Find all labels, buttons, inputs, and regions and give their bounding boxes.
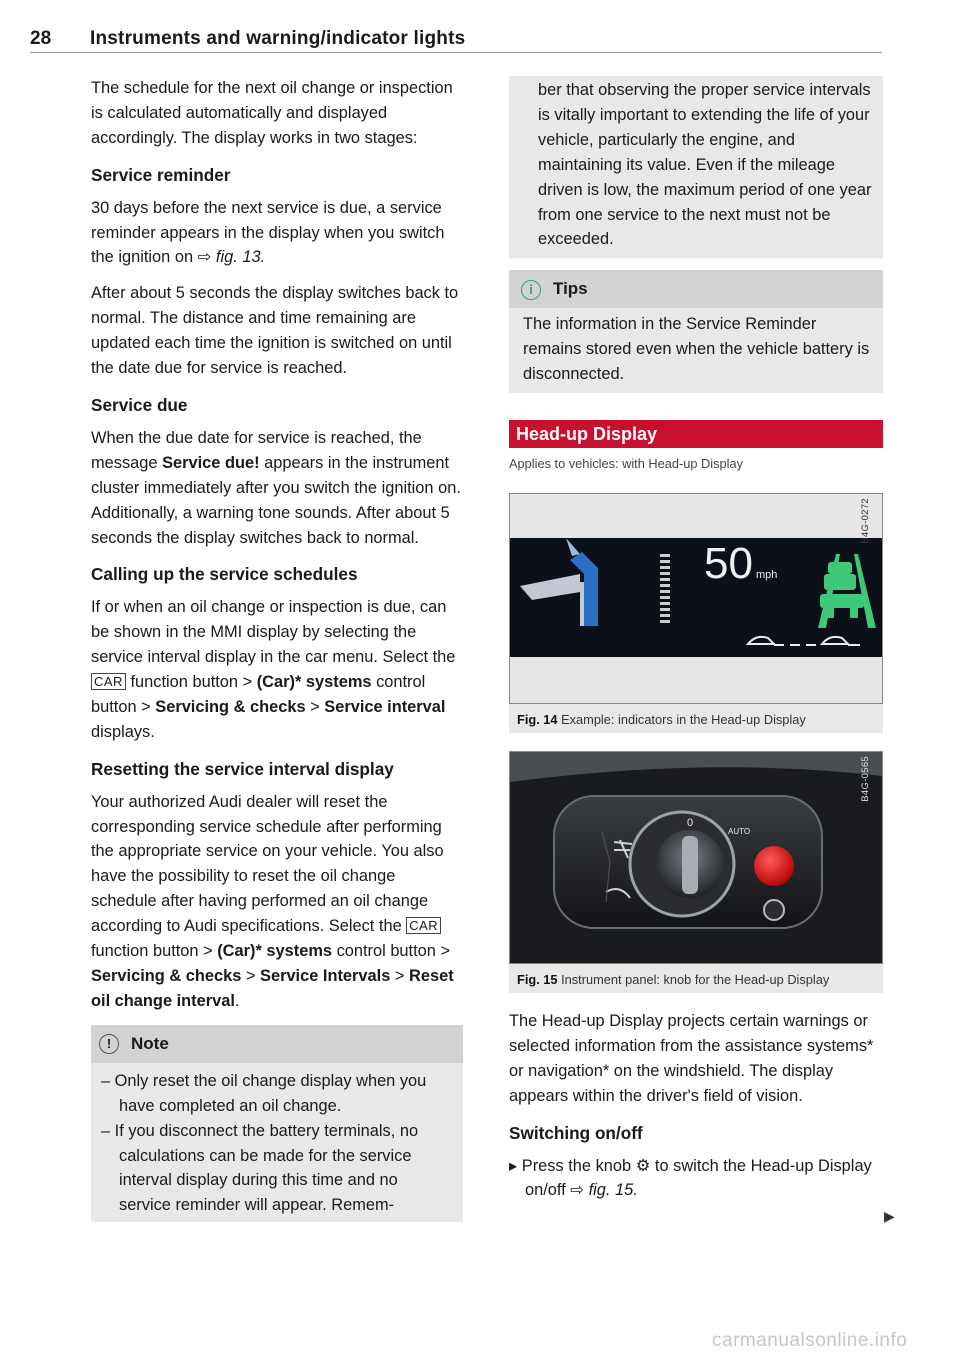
note-item: – If you disconnect the battery terminals, no calculations can be made for the service interval display during this time and no service reminder will appear. Remem-	[101, 1121, 419, 1215]
fig-13-link[interactable]: ⇨ fig. 13.	[197, 248, 266, 267]
hud-knob-icon	[754, 846, 794, 886]
hud-display-graphic	[510, 494, 882, 703]
left-column	[91, 76, 463, 1222]
speed-value: 50	[704, 538, 753, 588]
figure-14	[509, 493, 883, 733]
info-icon: i	[521, 280, 541, 300]
knob-label-zero: 0	[686, 816, 694, 829]
tips-title: Tips	[553, 279, 588, 299]
note-list	[91, 1069, 463, 1218]
tips-header	[509, 270, 883, 308]
exclamation-icon: !	[99, 1034, 119, 1054]
page-header	[30, 26, 882, 53]
heading-service-reminder: Service reminder	[91, 164, 231, 185]
figure-code: B4G-0272	[860, 497, 872, 544]
section-title: Head-up Display	[509, 420, 883, 448]
hud-description: The Head-up Display projects certain warnings or selected information from the assistance systems* or navigation* on the windshield. The display appears within the driver's field of vision.	[509, 1011, 874, 1105]
hud-knob-symbol-icon: ⚙	[635, 1156, 651, 1175]
speed-unit: mph	[756, 568, 778, 581]
heading-resetting: Resetting the service interval display	[91, 758, 394, 779]
tips-box	[509, 270, 883, 393]
fig-15-link[interactable]: ⇨ fig. 15.	[570, 1181, 638, 1200]
tips-text: The information in the Service Reminder remains stored even when the vehicle battery is disconnected.	[523, 315, 870, 384]
heading-calling-up: Calling up the service schedules	[91, 564, 358, 585]
note-header	[91, 1025, 463, 1063]
note-item: – Only reset the oil change display when you have completed an oil change.	[101, 1071, 427, 1115]
resetting-paragraph: Your authorized Audi dealer will reset the corresponding service schedule after performing the appropriate service on your vehicle. You also have the possibility to reset the oil change schedule after having performed an oil change according to Audi specifications. Select the CAR function button > (Car)* systems control button > Servicing & checks > Service Intervals > Reset oil change interval.	[91, 792, 454, 1010]
service-reminder-paragraph: 30 days before the next service is due, a service reminder appears in the display when you switch the ignition on ⇨ fig. 13.	[91, 198, 445, 267]
figure-code-2: B4G-0565	[860, 755, 872, 802]
right-column	[509, 76, 883, 1203]
watermark: carmanualsonline.info	[712, 1330, 908, 1351]
switching-step: ▸ Press the knob ⚙ to switch the Head-up Display on/off ⇨ fig. 15.	[509, 1156, 872, 1200]
note-continuation-text: ber that observing the proper service intervals is vitally important to extending the life of your vehicle, particularly the engine, and maintaining its value. Even if the mileage driven is low, the maximum period of one year from one service to the next must not be exceeded.	[538, 81, 872, 249]
page-number: 28	[30, 28, 52, 49]
car-key-label: CAR	[91, 673, 126, 690]
heading-service-due: Service due	[91, 394, 188, 415]
figure-14-caption: Fig. 14 Example: indicators in the Head-up Display	[517, 711, 806, 727]
service-reminder-paragraph-2: After about 5 seconds the display switches back to normal. The distance and time remaining are updated each time the ignition is switched on until the date due for service is reached.	[91, 284, 459, 378]
instrument-panel-graphic	[510, 752, 882, 963]
knob-illustration	[509, 751, 883, 964]
knob-label-auto: AUTO	[728, 826, 751, 836]
intro-paragraph: The schedule for the next oil change or inspection is calculated automatically and displayed accordingly. The display works in two stages:	[91, 79, 453, 147]
calling-up-paragraph: If or when an oil change or inspection is due, can be shown in the MMI display by selecting the service interval display in the car menu. Select the CAR function button > (Car)* systems control button > Servicing & checks > Service interval displays.	[91, 598, 456, 741]
hud-illustration	[509, 493, 883, 704]
applies-to: Applies to vehicles: with Head-up Display	[509, 456, 744, 472]
small-button-icon	[764, 900, 784, 920]
note-continuation	[509, 76, 883, 258]
figure-15	[509, 751, 883, 993]
car-key-label-2: CAR	[406, 917, 441, 934]
chapter-title: Instruments and warning/indicator lights	[90, 28, 466, 49]
heading-switching: Switching on/off	[509, 1122, 643, 1143]
note-box	[91, 1025, 463, 1222]
service-due-paragraph: When the due date for service is reached, the message Service due! appears in the instrument cluster immediately after you switch the ignition on. Additionally, a warning tone sounds. After about 5 seconds the display switches back to normal.	[91, 428, 461, 547]
figure-15-caption: Fig. 15 Instrument panel: knob for the Head-up Display	[517, 971, 830, 987]
note-title: Note	[131, 1033, 169, 1053]
continue-arrow-icon: ▶	[884, 1208, 895, 1224]
